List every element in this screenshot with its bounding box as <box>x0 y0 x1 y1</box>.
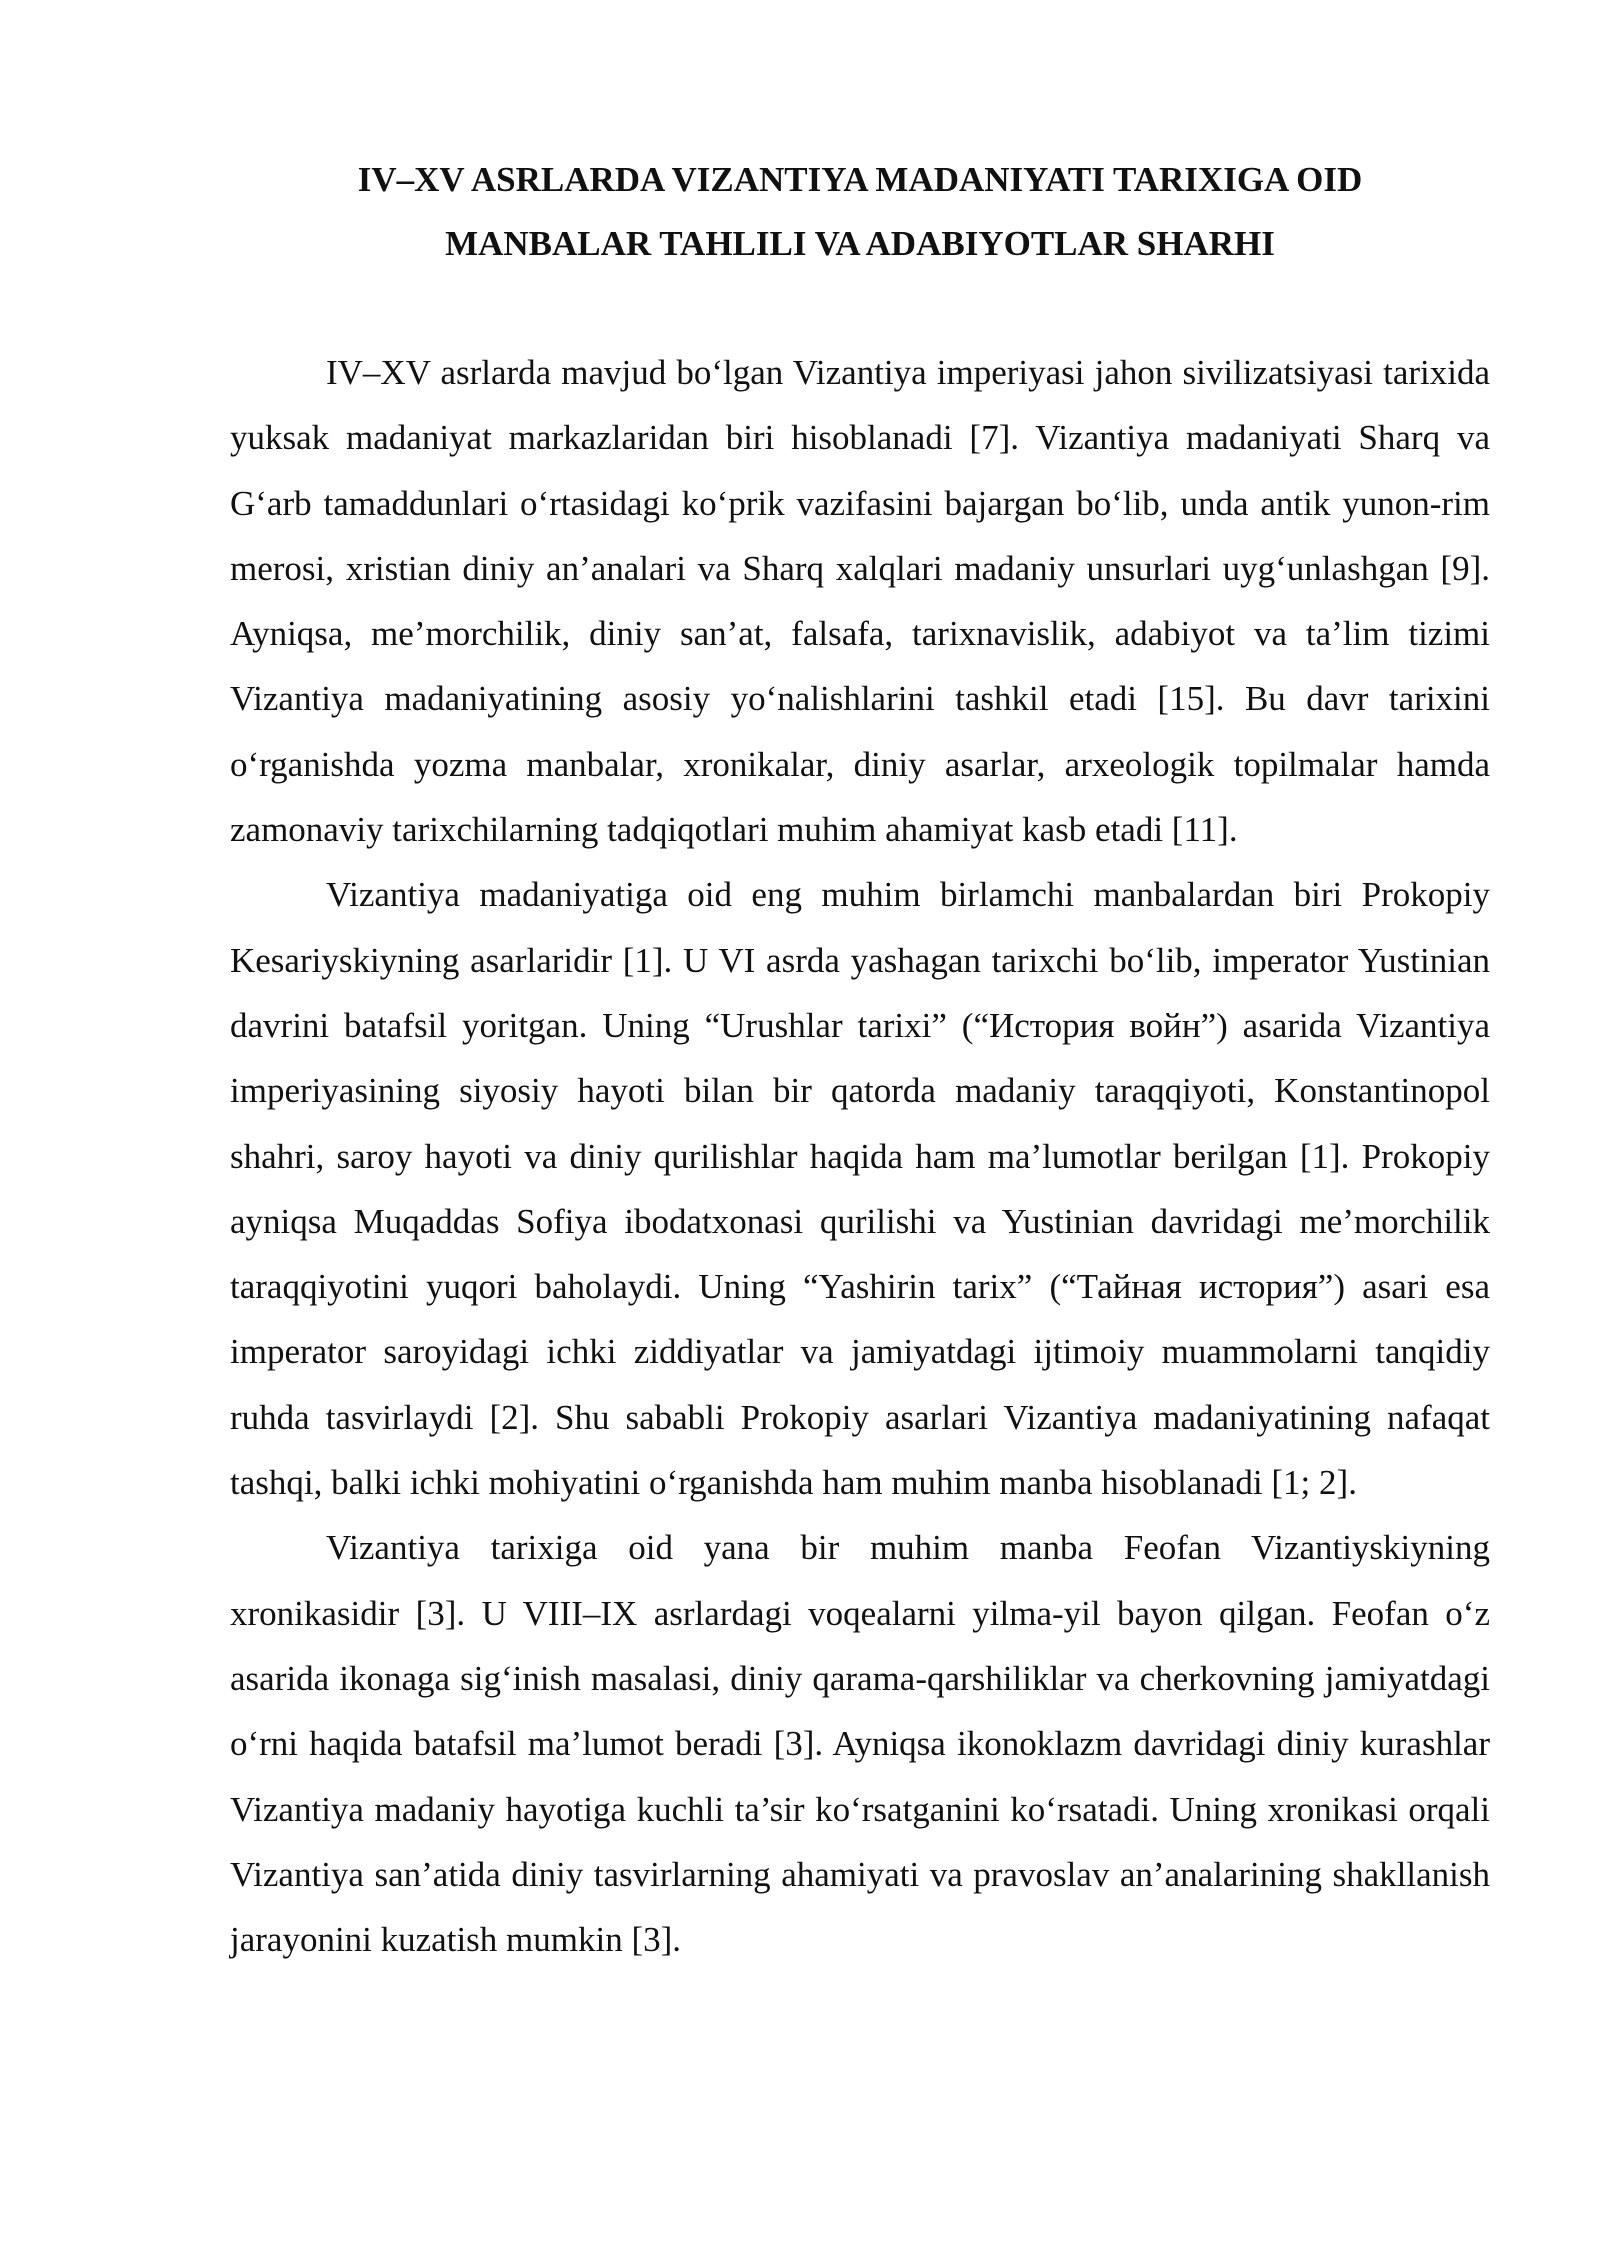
paragraph-3: Vizantiya tarixiga oid yana bir muhim manba Feofan Vizantiyskiyning xronikasidir [3]. U VIII–IX asrlardagi voqealarni yilma-yil bayon qilgan. Feofan oʻz asarida ikonaga sigʻinish masalasi, diniy qarama-qarshiliklar va cherkovning jamiyatdagi oʻrni haqida batafsil ma’lumot beradi [3]. Ayniqsa ikonoklazm davridagi diniy kurashlar Vizantiya madaniy hayotiga kuchli ta’sir koʻrsatganini koʻrsatadi. Uning xronikasi orqali Vizantiya san’atida diniy tasvirlarning ahamiyati va pravoslav an’analarining shakllanish jarayonini kuzatish mumkin [3]. <box>230 1528 1490 1960</box>
document-title <box>230 148 1490 276</box>
document-body <box>230 340 1490 1972</box>
title-line-1: IV–XV ASRLARDA VIZANTIYA MADANIYATI TARIXIGA OID <box>357 160 1363 199</box>
paragraph-2: Vizantiya madaniyatiga oid eng muhim birlamchi manbalardan biri Prokopiy Kesariyskiyning asarlaridir [1]. U VI asrda yashagan tarixchi boʻlib, imperator Yustinian davrini batafsil yoritgan. Uning “Urushlar tarixi” (“История войн”) asarida Vizantiya imperiyasining siyosiy hayoti bilan bir qatorda madaniy taraqqiyoti, Konstantinopol shahri, saroy hayoti va diniy qurilishlar haqida ham ma’lumotlar berilgan [1]. Prokopiy ayniqsa Muqaddas Sofiya ibodatxonasi qurilishi va Yustinian davridagi me’morchilik taraqqiyotini yuqori baholaydi. Uning “Yashirin tarix” (“Тайная история”) asari esa imperator saroyidagi ichki ziddiyatlar va jamiyatdagi ijtimoiy muammolarni tanqidiy ruhda tasvirlaydi [2]. Shu sababli Prokopiy asarlari Vizantiya madaniyatining nafaqat tashqi, balki ichki mohiyatini oʻrganishda ham muhim manba hisoblanadi [1; 2]. <box>230 875 1490 1503</box>
paragraph-1: IV–XV asrlarda mavjud boʻlgan Vizantiya imperiyasi jahon sivilizatsiyasi tarixida yuksak madaniyat markazlaridan biri hisoblanadi [7]. Vizantiya madaniyati Sharq va Gʻarb tamaddunlari oʻrtasidagi koʻprik vazifasini bajargan boʻlib, unda antik yunon-rim merosi, xristian diniy an’analari va Sharq xalqlari madaniy unsurlari uygʻunlashgan [9]. Ayniqsa, me’morchilik, diniy san’at, falsafa, tarixnavislik, adabiyot va ta’lim tizimi Vizantiya madaniyatining asosiy yoʻnalishlarini tashkil etadi [15]. Bu davr tarixini oʻrganishda yozma manbalar, xronikalar, diniy asarlar, arxeologik topilmalar hamda zamonaviy tarixchilarning tadqiqotlari muhim ahamiyat kasb etadi [11]. <box>230 353 1490 850</box>
title-line-2: MANBALAR TAHLILI VA ADABIYOTLAR SHARHI <box>445 224 1275 263</box>
